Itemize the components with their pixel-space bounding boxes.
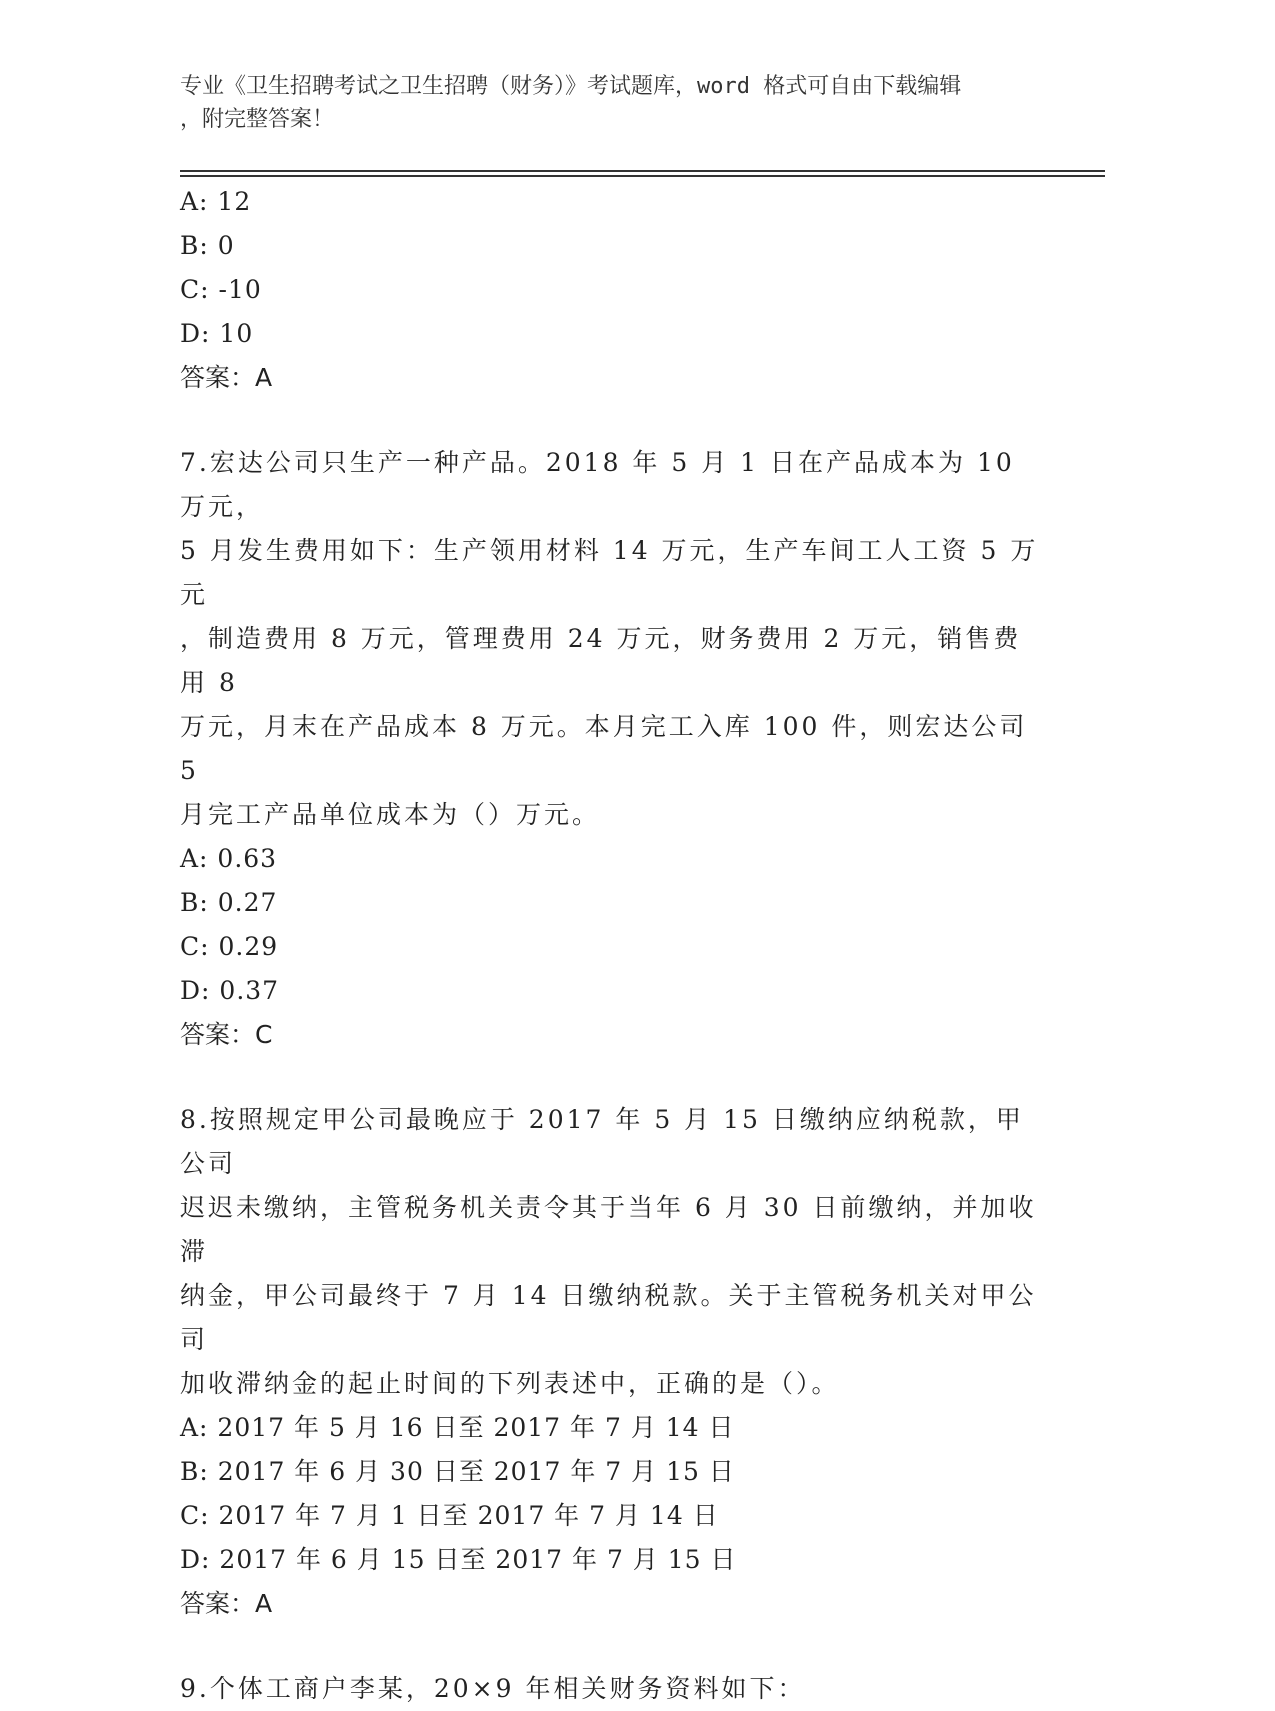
question-stem-line: 9.个体工商户李某，20×9 年相关财务资料如下： bbox=[180, 1674, 806, 1703]
header-divider-top bbox=[180, 170, 1105, 172]
question-8 bbox=[180, 1098, 1040, 1626]
option-b: B: 0 bbox=[180, 231, 235, 260]
question-stem-line: 5 月发生费用如下：生产领用材料 14 万元，生产车间工人工资 5 万元 bbox=[180, 536, 1039, 609]
question-stem-line: 7.宏达公司只生产一种产品。2018 年 5 月 1 日在产品成本为 10 万元， bbox=[180, 448, 1015, 521]
question-stem-line: 纳金，甲公司最终于 7 月 14 日缴纳税款。关于主管税务机关对甲公司 bbox=[180, 1281, 1037, 1354]
question-7 bbox=[180, 441, 1040, 1057]
question-stem-line: 8.按照规定甲公司最晚应于 2017 年 5 月 15 日缴纳应纳税款，甲公司 bbox=[180, 1105, 1024, 1178]
option-b: B: 2017 年 6 月 30 日至 2017 年 7 月 15 日 bbox=[180, 1457, 735, 1486]
answer: 答案：C bbox=[180, 1020, 273, 1049]
option-c: C: 2017 年 7 月 1 日至 2017 年 7 月 14 日 bbox=[180, 1501, 719, 1530]
question-stem-line: ，制造费用 8 万元，管理费用 24 万元，财务费用 2 万元，销售费用 8 bbox=[180, 624, 1022, 697]
header-line-1: 专业《卫生招聘考试之卫生招聘（财务）》考试题库，word 格式可自由下载编辑 bbox=[180, 74, 962, 99]
question-stem-line: 迟迟未缴纳，主管税务机关责令其于当年 6 月 30 日前缴纳，并加收滞 bbox=[180, 1193, 1037, 1266]
option-c: C: 0.29 bbox=[180, 932, 279, 961]
option-a: A: 12 bbox=[180, 187, 252, 216]
question-stem-line: 加收滞纳金的起止时间的下列表述中，正确的是（）。 bbox=[180, 1369, 840, 1398]
option-d: D: 0.37 bbox=[180, 976, 280, 1005]
question-stem-line: 月完工产品单位成本为（）万元。 bbox=[180, 800, 601, 829]
option-c: C: -10 bbox=[180, 275, 262, 304]
option-b: B: 0.27 bbox=[180, 888, 278, 917]
option-d: D: 2017 年 6 月 15 日至 2017 年 7 月 15 日 bbox=[180, 1545, 737, 1574]
question-6 bbox=[180, 180, 1040, 400]
option-a: A: 2017 年 5 月 16 日至 2017 年 7 月 14 日 bbox=[180, 1413, 735, 1442]
question-9 bbox=[180, 1667, 1040, 1711]
document-header bbox=[180, 70, 1030, 136]
option-a: A: 0.63 bbox=[180, 844, 278, 873]
header-divider-bottom bbox=[180, 175, 1105, 177]
question-stem-line: 万元，月末在产品成本 8 万元。本月完工入库 100 件，则宏达公司 5 bbox=[180, 712, 1028, 785]
answer: 答案：A bbox=[180, 363, 273, 392]
answer: 答案：A bbox=[180, 1589, 273, 1618]
header-line-2: ，附完整答案！ bbox=[180, 107, 335, 132]
option-d: D: 10 bbox=[180, 319, 254, 348]
question-list bbox=[180, 180, 1040, 1711]
